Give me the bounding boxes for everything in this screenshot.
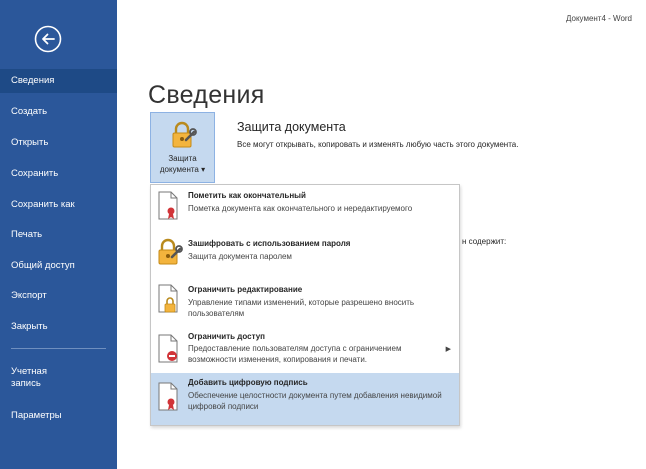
document-ribbon-icon <box>157 191 181 226</box>
page-title: Сведения <box>148 80 265 109</box>
lock-key-icon <box>157 238 183 271</box>
lock-key-icon <box>171 121 197 154</box>
menu-item-description: Предоставление пользователям доступа с ограничением возможности изменения, копирования и печати. <box>188 344 402 364</box>
menu-item-description: Управление типами изменений, которые разрешено вносить пользователям <box>188 298 415 318</box>
back-button[interactable] <box>34 25 62 53</box>
sidebar-item-save[interactable]: Сохранить <box>11 168 59 179</box>
sidebar-item-new[interactable]: Создать <box>11 106 48 117</box>
backstage-sidebar <box>0 0 117 469</box>
protect-button-label <box>151 153 214 175</box>
sidebar-item-share[interactable]: Общий доступ <box>11 260 75 271</box>
sidebar-item-save-as[interactable]: Сохранить как <box>11 199 75 210</box>
document-restrict-icon <box>157 334 181 369</box>
menu-item-description: Защита документа паролем <box>188 252 292 261</box>
menu-item-add-digital-signature[interactable] <box>151 373 459 425</box>
menu-item-title: Ограничить доступ <box>188 332 265 341</box>
menu-item-title: Добавить цифровую подпись <box>188 378 308 387</box>
sidebar-item-close[interactable]: Закрыть <box>11 321 48 332</box>
sidebar-item-options[interactable]: Параметры <box>11 410 62 421</box>
sidebar-item-account[interactable]: Учетная запись <box>11 366 47 389</box>
partially-hidden-text: н содержит: <box>462 237 507 246</box>
submenu-arrow-icon: ▶ <box>445 346 451 353</box>
sidebar-item-info[interactable]: Сведения <box>0 69 117 93</box>
document-lock-icon <box>157 284 181 319</box>
protect-button-line2: документа ▾ <box>159 165 206 174</box>
menu-item-encrypt-password[interactable] <box>151 233 459 271</box>
document-ribbon-icon <box>157 382 181 417</box>
menu-item-title: Ограничить редактирование <box>188 285 303 294</box>
sidebar-item-export[interactable]: Экспорт <box>11 290 47 301</box>
sidebar-divider <box>11 348 106 349</box>
back-arrow-icon <box>34 25 62 53</box>
protect-document-menu <box>150 184 460 426</box>
protect-button-line1: Защита <box>168 154 197 163</box>
menu-item-description: Обеспечение целостности документа путем добавления невидимой цифровой подписи <box>188 391 442 411</box>
menu-item-restrict-editing[interactable] <box>151 277 459 325</box>
menu-item-mark-final[interactable] <box>151 185 459 233</box>
menu-item-title: Зашифровать с использованием пароля <box>188 239 351 248</box>
menu-item-description: Пометка документа как окончательного и нередактируемого <box>188 204 413 213</box>
protect-document-button[interactable] <box>150 112 215 183</box>
sidebar-item-print[interactable]: Печать <box>11 229 43 240</box>
sidebar-item-open[interactable]: Открыть <box>11 137 49 148</box>
protect-section-description: Все могут открывать, копировать и изменять любую часть этого документа. <box>237 140 519 149</box>
protect-section-title: Защита документа <box>237 120 346 134</box>
menu-item-restrict-access[interactable] <box>151 327 459 373</box>
window-title: Документ4 - Word <box>565 14 632 23</box>
menu-item-title: Пометить как окончательный <box>188 191 306 200</box>
